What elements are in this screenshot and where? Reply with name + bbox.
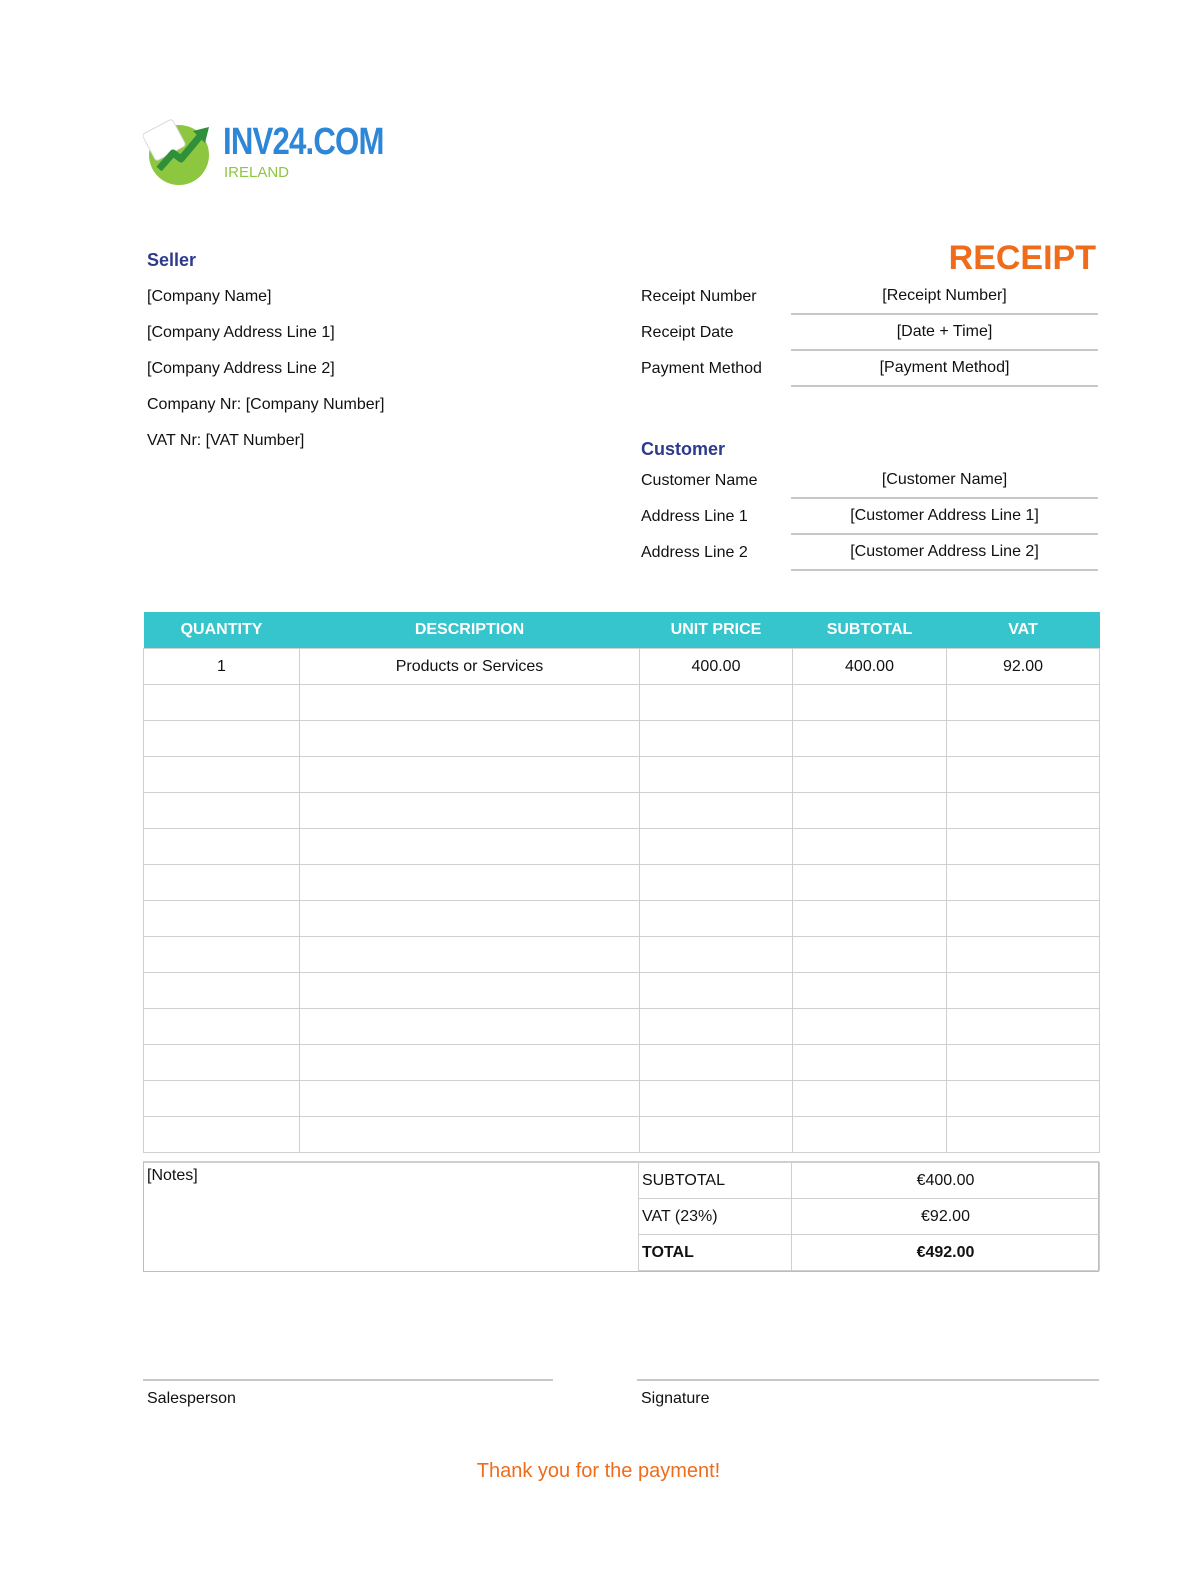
item-cell xyxy=(793,829,947,865)
item-cell xyxy=(300,973,640,1009)
item-cell xyxy=(793,1045,947,1081)
item-cell xyxy=(947,937,1100,973)
item-row xyxy=(144,721,1100,757)
item-cell xyxy=(144,829,300,865)
signature-line xyxy=(637,1379,1099,1381)
total-value: €492.00 xyxy=(792,1235,1100,1271)
item-cell xyxy=(947,1081,1100,1117)
item-cell xyxy=(640,1045,793,1081)
receipt-number-label: Receipt Number xyxy=(641,288,757,305)
item-cell xyxy=(640,973,793,1009)
item-cell xyxy=(640,1081,793,1117)
item-cell xyxy=(793,1009,947,1045)
item-cell xyxy=(640,901,793,937)
item-cell xyxy=(144,865,300,901)
item-cell xyxy=(947,1009,1100,1045)
items-header-row xyxy=(144,612,1100,649)
item-cell xyxy=(640,1009,793,1045)
thank-you-message: Thank you for the payment! xyxy=(476,1460,721,1482)
column-header-description: DESCRIPTION xyxy=(300,612,640,649)
customer-address-2-label: Address Line 2 xyxy=(641,544,748,561)
item-cell xyxy=(793,937,947,973)
item-cell xyxy=(144,721,300,757)
totals-table xyxy=(638,1162,1100,1271)
total-row xyxy=(639,1235,1100,1271)
seller-heading: Seller xyxy=(147,250,197,270)
item-cell xyxy=(300,937,640,973)
item-cell: 400.00 xyxy=(640,649,793,685)
column-header-unit-price: UNIT PRICE xyxy=(640,612,793,649)
item-cell xyxy=(300,865,640,901)
item-cell xyxy=(640,721,793,757)
item-row xyxy=(144,1009,1100,1045)
item-cell xyxy=(640,685,793,721)
item-cell xyxy=(947,865,1100,901)
receipt-date-label: Receipt Date xyxy=(641,324,734,341)
vat-label: VAT (23%) xyxy=(639,1199,792,1235)
item-cell xyxy=(947,901,1100,937)
customer-name-label: Customer Name xyxy=(641,472,758,489)
item-cell xyxy=(300,1081,640,1117)
subtotal-label: SUBTOTAL xyxy=(639,1163,792,1199)
logo-growth-icon xyxy=(143,113,217,187)
item-cell xyxy=(793,685,947,721)
logo-country: IRELAND xyxy=(224,164,290,181)
item-cell xyxy=(300,757,640,793)
item-row xyxy=(144,1045,1100,1081)
customer-name-value: [Customer Name] xyxy=(791,462,1098,499)
salesperson-label: Salesperson xyxy=(147,1390,236,1407)
payment-method-label: Payment Method xyxy=(641,360,762,377)
item-cell xyxy=(144,1045,300,1081)
item-cell xyxy=(144,1009,300,1045)
total-label: TOTAL xyxy=(639,1235,792,1271)
item-row xyxy=(144,1081,1100,1117)
item-cell xyxy=(947,1117,1100,1153)
item-cell xyxy=(947,721,1100,757)
item-cell: 92.00 xyxy=(947,649,1100,685)
item-cell xyxy=(144,757,300,793)
item-cell xyxy=(793,865,947,901)
item-cell xyxy=(300,1045,640,1081)
item-row xyxy=(144,937,1100,973)
item-cell xyxy=(640,829,793,865)
item-cell xyxy=(947,829,1100,865)
item-cell xyxy=(947,793,1100,829)
item-cell xyxy=(793,1081,947,1117)
item-cell xyxy=(640,757,793,793)
items-table-body xyxy=(144,649,1100,1153)
item-row xyxy=(144,865,1100,901)
item-cell xyxy=(300,793,640,829)
signature-label: Signature xyxy=(641,1390,710,1407)
seller-address-line-2: [Company Address Line 2] xyxy=(147,360,335,377)
seller-company-number: Company Nr: [Company Number] xyxy=(147,396,385,413)
seller-vat-number: VAT Nr: [VAT Number] xyxy=(147,432,305,449)
customer-address-1-label: Address Line 1 xyxy=(641,508,748,525)
subtotal-row xyxy=(639,1163,1100,1199)
subtotal-value: €400.00 xyxy=(792,1163,1100,1199)
column-header-vat: VAT xyxy=(947,612,1100,649)
item-cell xyxy=(640,793,793,829)
item-cell xyxy=(144,937,300,973)
item-row xyxy=(144,757,1100,793)
item-cell: 1 xyxy=(144,649,300,685)
payment-method-value: [Payment Method] xyxy=(791,350,1098,387)
item-cell xyxy=(793,721,947,757)
item-cell xyxy=(144,973,300,1009)
seller-company-name: [Company Name] xyxy=(147,288,272,305)
item-cell xyxy=(947,973,1100,1009)
item-row xyxy=(144,685,1100,721)
item-cell xyxy=(947,1045,1100,1081)
item-cell xyxy=(793,1117,947,1153)
items-table xyxy=(143,612,1100,1153)
item-cell xyxy=(144,1117,300,1153)
item-row xyxy=(144,901,1100,937)
item-cell xyxy=(947,685,1100,721)
item-cell xyxy=(793,973,947,1009)
vat-row xyxy=(639,1199,1100,1235)
item-cell: 400.00 xyxy=(793,649,947,685)
item-cell xyxy=(300,1009,640,1045)
item-cell xyxy=(947,757,1100,793)
item-row xyxy=(144,649,1100,685)
item-cell xyxy=(640,1117,793,1153)
salesperson-line xyxy=(143,1379,553,1381)
column-header-subtotal: SUBTOTAL xyxy=(793,612,947,649)
company-logo xyxy=(143,113,383,187)
item-cell xyxy=(144,901,300,937)
item-cell xyxy=(793,757,947,793)
logo-name: INV24.COM xyxy=(223,121,384,163)
item-cell xyxy=(144,685,300,721)
receipt-title: RECEIPT xyxy=(948,239,1096,277)
item-cell xyxy=(300,1117,640,1153)
receipt-number-value: [Receipt Number] xyxy=(791,278,1098,315)
item-cell xyxy=(793,793,947,829)
seller-address-line-1: [Company Address Line 1] xyxy=(147,324,335,341)
customer-address-1-value: [Customer Address Line 1] xyxy=(791,498,1098,535)
column-header-quantity: QUANTITY xyxy=(144,612,300,649)
item-cell xyxy=(300,721,640,757)
item-cell xyxy=(144,793,300,829)
item-row xyxy=(144,973,1100,1009)
notes-totals-box xyxy=(143,1161,1099,1272)
vat-value: €92.00 xyxy=(792,1199,1100,1235)
customer-address-2-value: [Customer Address Line 2] xyxy=(791,534,1098,571)
item-cell: Products or Services xyxy=(300,649,640,685)
item-cell xyxy=(300,901,640,937)
customer-heading: Customer xyxy=(641,439,726,459)
item-cell xyxy=(300,685,640,721)
item-cell xyxy=(793,901,947,937)
item-cell xyxy=(300,829,640,865)
notes-text: [Notes] xyxy=(147,1167,198,1184)
item-row xyxy=(144,1117,1100,1153)
receipt-date-value: [Date + Time] xyxy=(791,314,1098,351)
item-cell xyxy=(144,1081,300,1117)
item-row xyxy=(144,829,1100,865)
item-row xyxy=(144,793,1100,829)
item-cell xyxy=(640,937,793,973)
item-cell xyxy=(640,865,793,901)
